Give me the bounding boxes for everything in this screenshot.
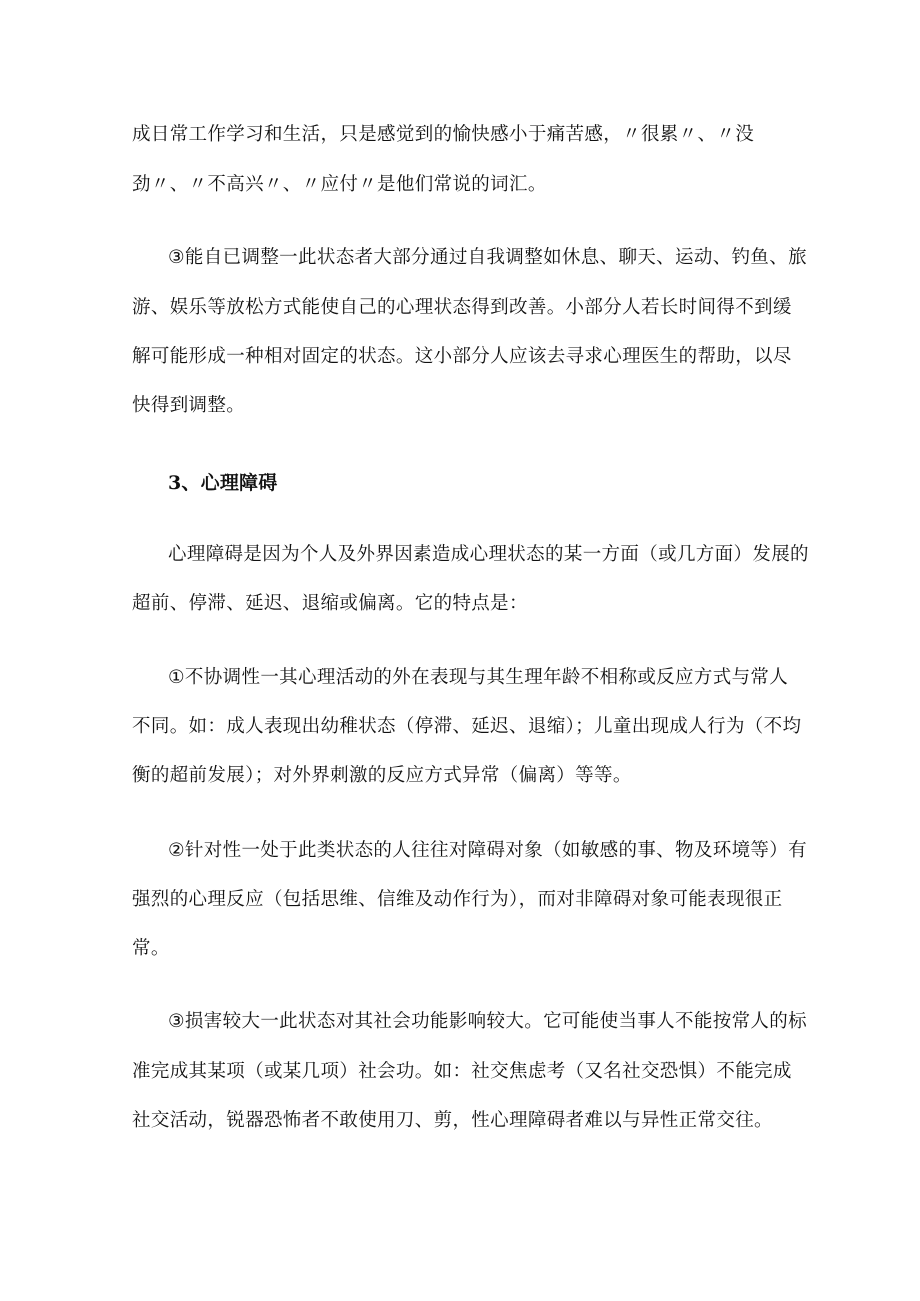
paragraph-line: 衡的超前发展）；对外界刺激的反应方式异常（偏离）等等。 xyxy=(132,765,632,786)
paragraph-line: 不同。如：成人表现出幼稚状态（停滞、延迟、退缩）；儿童出现成人行为（不均 xyxy=(132,716,802,737)
paragraph-line: ③损害较大一此状态对其社会功能影响较大。它可能使当事人不能按常人的标 xyxy=(168,1011,807,1032)
paragraph-line: 快得到调整。 xyxy=(132,395,246,416)
paragraph-line: 准完成其某项（或某几项）社会功。如：社交焦虑考（又名社交恐惧）不能完成 xyxy=(132,1061,792,1082)
section-heading: 3、心理障碍 xyxy=(168,472,278,494)
paragraph-line: 超前、停滞、延迟、退缩或偏离。它的特点是： xyxy=(132,593,528,614)
paragraph-line: 强烈的心理反应（包括思维、信维及动作行为），而对非障碍对象可能表现很正 xyxy=(132,889,783,910)
paragraph-line: ①不协调性一其心理活动的外在表现与其生理年龄不相称或反应方式与常人 xyxy=(168,667,789,688)
paragraph-line: 心理障碍是因为个人及外界因素造成心理状态的某一方面（或几方面）发展的 xyxy=(168,544,809,565)
paragraph-line: 常。 xyxy=(132,938,170,959)
paragraph-line: 解可能形成一种相对固定的状态。这小部分人应该去寻求心理医生的帮助，以尽 xyxy=(132,346,792,367)
paragraph-line: ③能自已调整一此状态者大部分通过自我调整如休息、聊天、运动、钓鱼、旅 xyxy=(168,247,807,268)
paragraph-line: 成日常工作学习和生活，只是感觉到的愉快感小于痛苦感，〃很累〃、〃没 xyxy=(132,124,755,145)
paragraph-line: ②针对性一处于此类状态的人往往对障碍对象（如敏感的事、物及环境等）有 xyxy=(168,840,807,861)
paragraph-line: 游、娱乐等放松方式能使自己的心理状态得到改善。小部分人若长时间得不到缓 xyxy=(132,297,792,318)
paragraph-line: 社交活动，锐器恐怖者不敢使用刀、剪，性心理障碍者难以与异性正常交往。 xyxy=(132,1110,773,1131)
paragraph-line: 劲〃、〃不高兴〃、〃应付〃是他们常说的词汇。 xyxy=(132,174,547,195)
